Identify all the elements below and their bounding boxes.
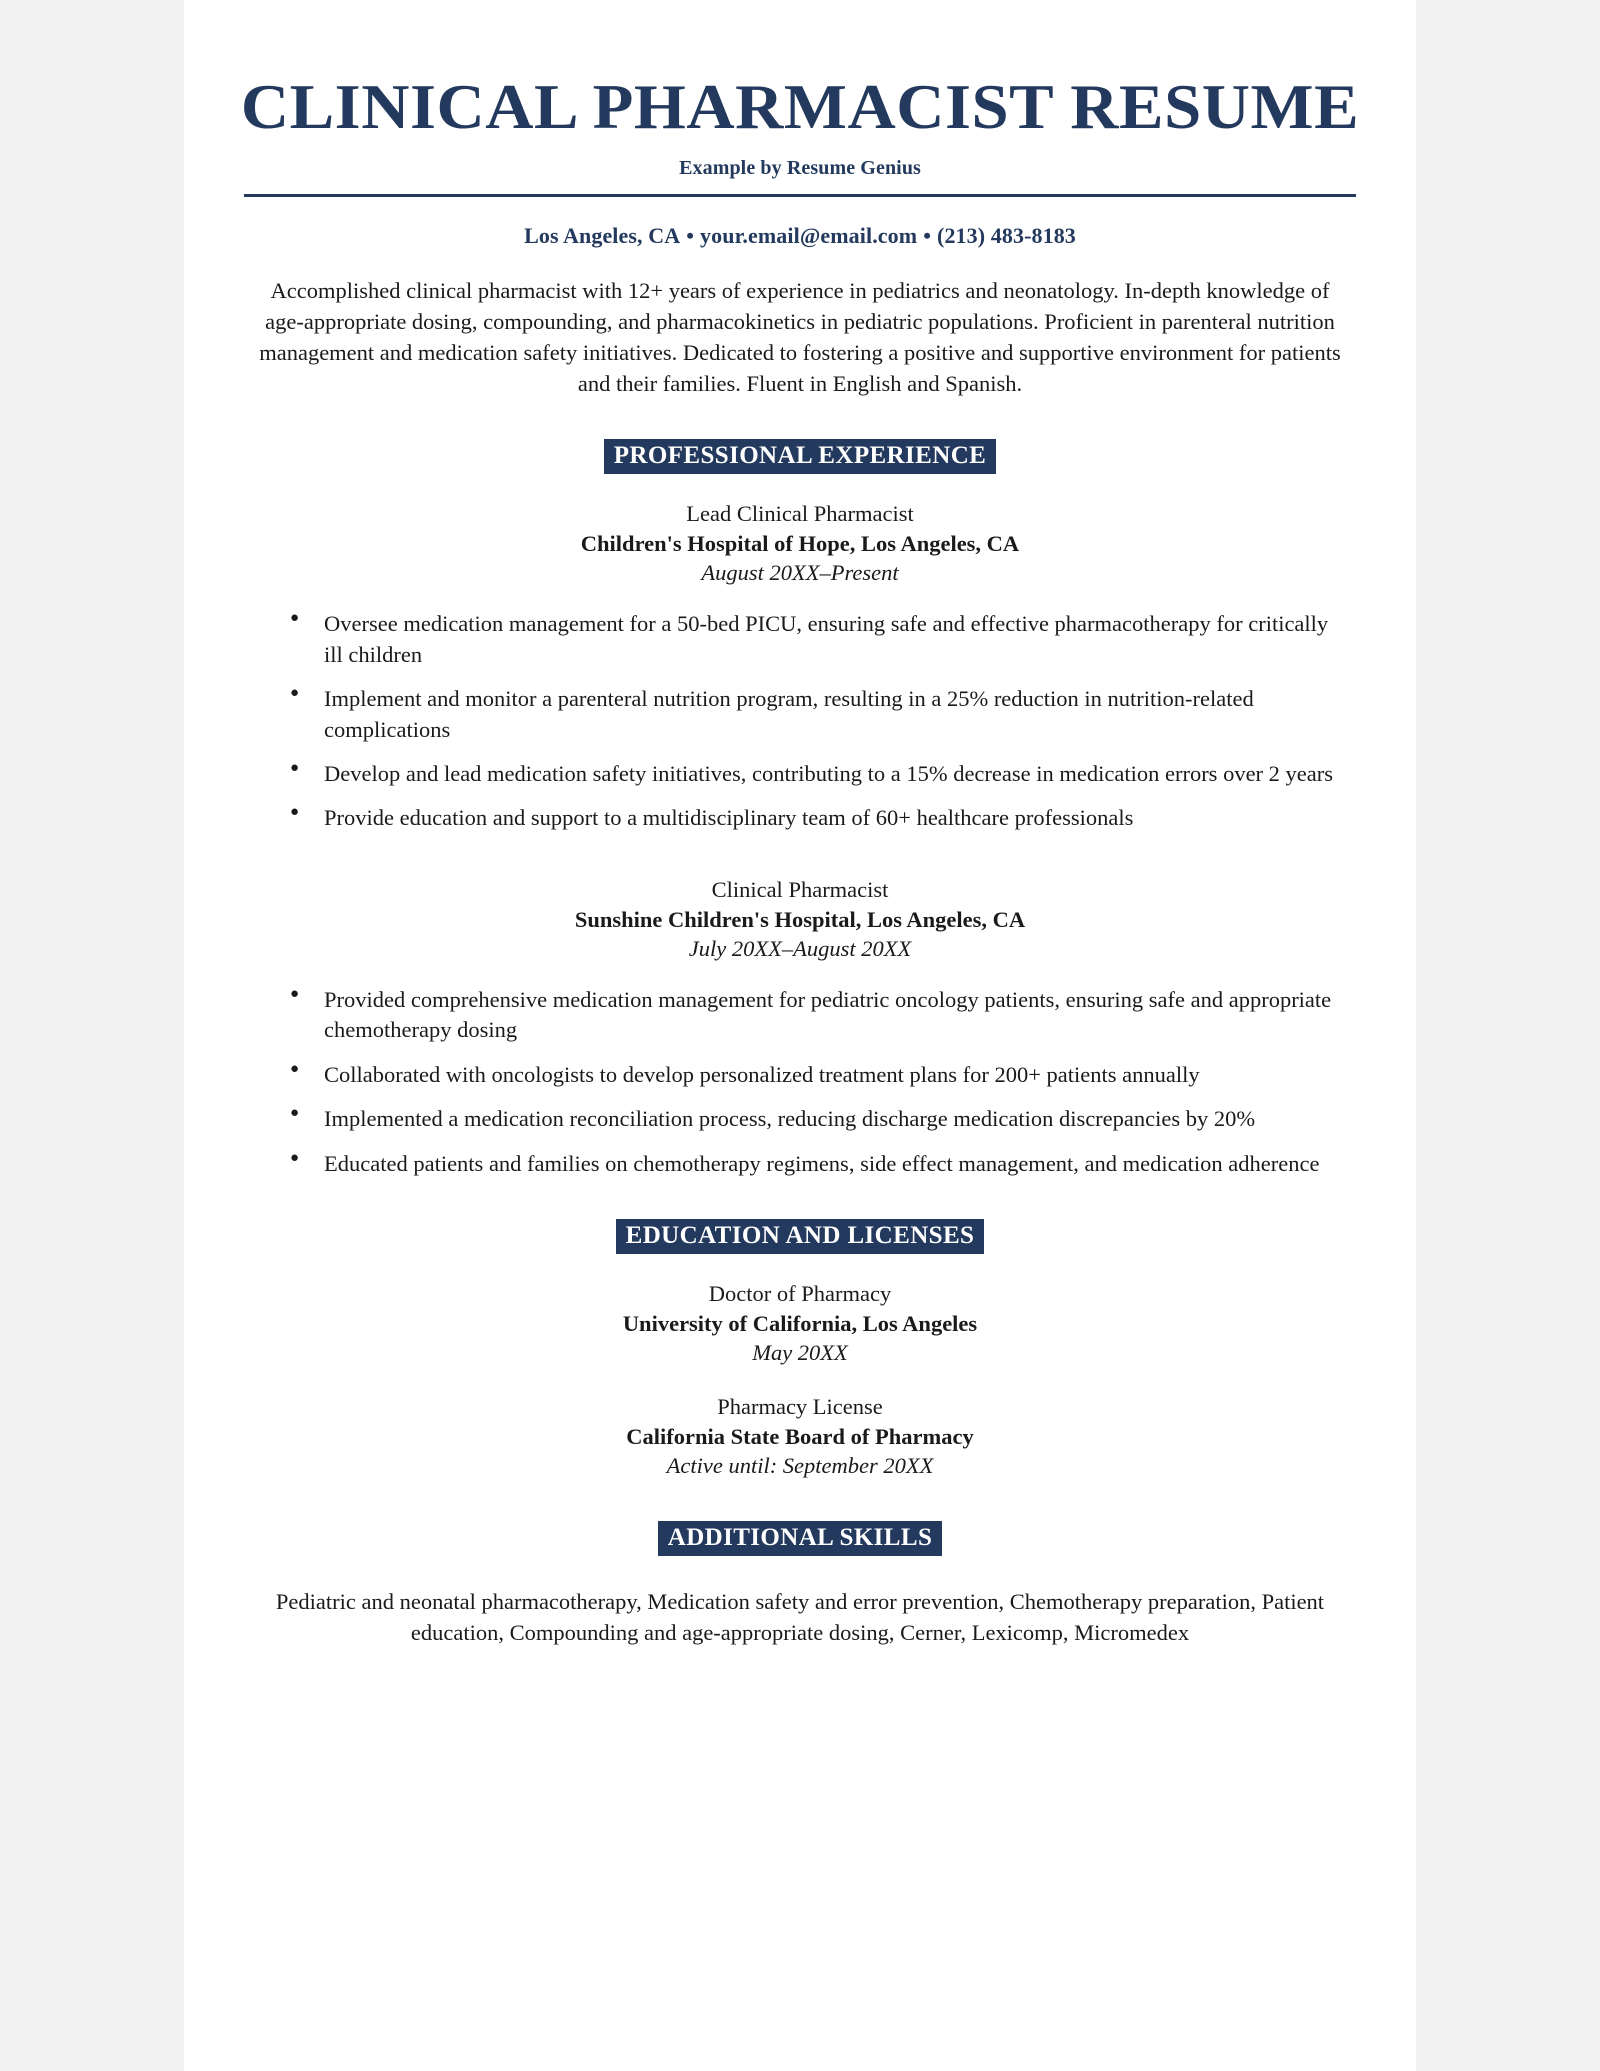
- experience-bullets-1: [244, 609, 1356, 833]
- section-education-heading-wrap: [244, 1219, 1356, 1254]
- graduation-date: May 20XX: [752, 1339, 848, 1365]
- section-skills-heading-wrap: [244, 1521, 1356, 1556]
- list-item: ● Implement and monitor a parenteral nutrition program, resulting in a 25% reduction in nutrition-related complications: [284, 684, 1342, 745]
- section-heading-skills: ADDITIONAL SKILLS: [658, 1521, 943, 1556]
- contact-line: [244, 223, 1356, 249]
- resume-subtitle: Example by Resume Genius: [679, 157, 921, 179]
- list-item: ● Provide education and support to a multidisciplinary team of 60+ healthcare professionals: [284, 803, 1342, 833]
- job-title: Lead Clinical Pharmacist: [686, 501, 914, 527]
- list-item: ● Implemented a medication reconciliation process, reducing discharge medication discrepancies by 20%: [284, 1104, 1342, 1134]
- contact-email[interactable]: your.email@email.com: [700, 223, 918, 248]
- experience-bullets-2: [244, 985, 1356, 1179]
- employment-dates: July 20XX–August 20XX: [688, 935, 912, 961]
- experience-entry-2: [244, 876, 1356, 963]
- employer-name: Children's Hospital of Hope, Los Angeles, CA: [580, 530, 1020, 556]
- section-heading-education: EDUCATION AND LICENSES: [616, 1219, 985, 1254]
- institution-name: University of California, Los Angeles: [622, 1310, 978, 1336]
- list-item: ● Develop and lead medication safety initiatives, contributing to a 15% decrease in medication errors over 2 years: [284, 759, 1342, 789]
- list-item: ● Provided comprehensive medication management for pediatric oncology patients, ensuring safe and appropriate chemotherapy dosing: [284, 985, 1342, 1046]
- employment-dates: August 20XX–Present: [701, 560, 899, 586]
- license-expiry: Active until: September 20XX: [666, 1453, 934, 1479]
- education-entry-1: [244, 1280, 1356, 1367]
- contact-separator-1: •: [686, 223, 695, 248]
- employer-name: Sunshine Children's Hospital, Los Angeles, CA: [574, 906, 1026, 932]
- education-entry-2: [244, 1393, 1356, 1480]
- contact-location: Los Angeles, CA: [524, 223, 681, 248]
- contact-separator-2: •: [923, 223, 932, 248]
- license-issuer: California State Board of Pharmacy: [626, 1424, 974, 1449]
- degree-name: Doctor of Pharmacy: [708, 1280, 892, 1306]
- license-name: Pharmacy License: [717, 1394, 883, 1420]
- section-heading-experience: PROFESSIONAL EXPERIENCE: [604, 439, 996, 474]
- skills-list: Pediatric and neonatal pharmacotherapy, Medication safety and error prevention, Chemotherapy preparation, Patient education, Compounding and age-appropriate dosing, Cerner, Lexicomp, Micromedex: [275, 1588, 1325, 1645]
- job-title: Clinical Pharmacist: [711, 876, 889, 902]
- list-item: ● Oversee medication management for a 50-bed PICU, ensuring safe and effective pharmacotherapy for critically ill children: [284, 609, 1342, 670]
- contact-phone: (213) 483-8183: [937, 223, 1076, 248]
- professional-summary: Accomplished clinical pharmacist with 12+ years of experience in pediatrics and neonatology. In-depth knowledge of age-appropriate dosing, compounding, and pharmacokinetics in pediatric populations. Proficient in parenteral nutrition management and medication safety initiatives. Dedicated to fostering a positive and supportive environment for patients and their families. Fluent in English and Spanish.: [259, 278, 1341, 397]
- experience-entry-1: [244, 500, 1356, 587]
- section-experience-heading-wrap: [244, 439, 1356, 474]
- resume-page: [184, 0, 1416, 2071]
- page-title: CLINICAL PHARMACIST RESUME: [240, 72, 1360, 142]
- list-item: ● Educated patients and families on chemotherapy regimens, side effect management, and medication adherence: [284, 1149, 1342, 1179]
- header-divider: [244, 194, 1356, 197]
- list-item: ● Collaborated with oncologists to develop personalized treatment plans for 200+ patients annually: [284, 1060, 1342, 1090]
